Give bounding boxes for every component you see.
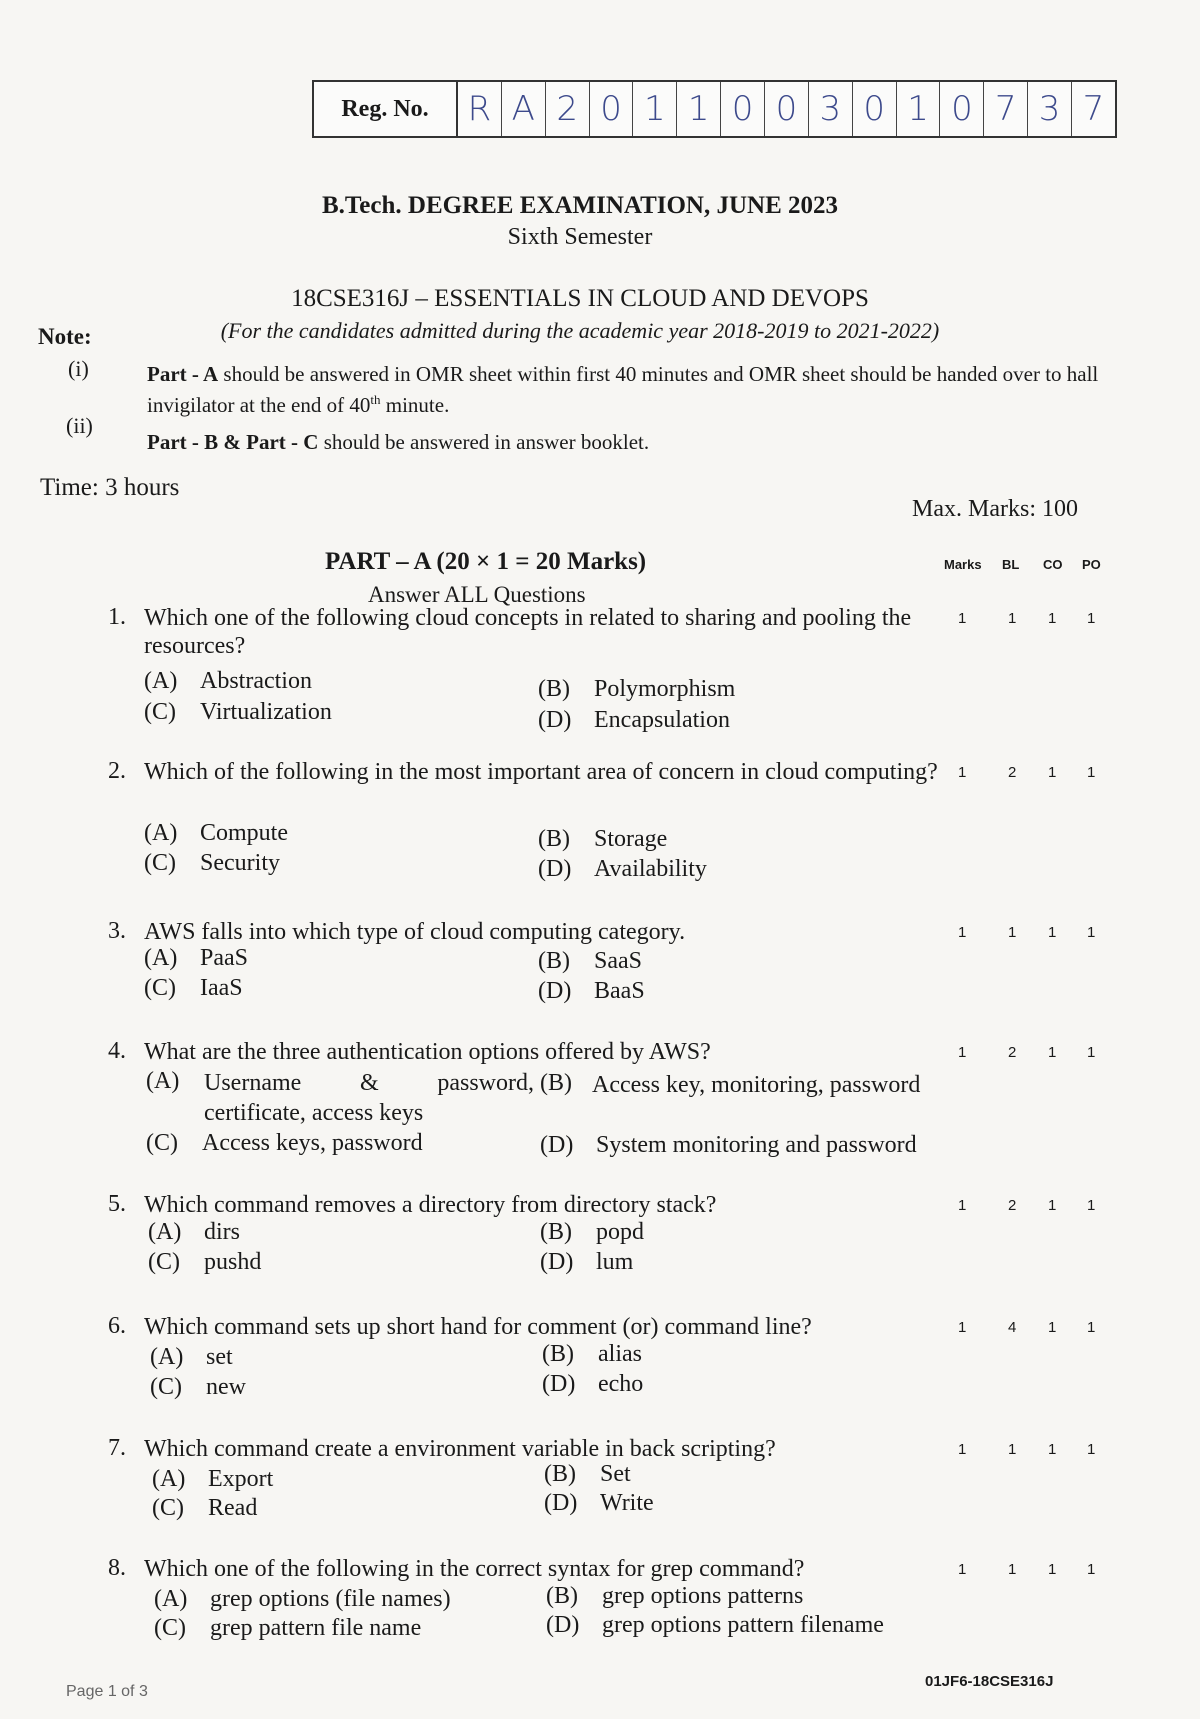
option-d: (D) Encapsulation <box>538 707 730 733</box>
option-a: (A) dirs <box>148 1219 240 1245</box>
reg-cell: 0 <box>590 82 634 136</box>
reg-cell: 3 <box>1028 82 1072 136</box>
question-text: Which one of the following in the correct syntax for grep command? <box>144 1556 805 1582</box>
note-text <box>147 430 1112 455</box>
semester: Sixth Semester <box>507 224 653 250</box>
option-b: (B) SaaS <box>538 948 642 974</box>
meta-co: 1 <box>1048 1561 1057 1578</box>
question-text: Which one of the following cloud concepts in related to sharing and pooling the resources? <box>144 605 912 659</box>
reg-cell: 1 <box>633 82 677 136</box>
meta-po: 1 <box>1087 1319 1096 1336</box>
meta-co: 1 <box>1048 764 1057 781</box>
meta-po: 1 <box>1087 1197 1096 1214</box>
time-label: Time: 3 hours <box>40 474 180 501</box>
paper-code: 01JF6-18CSE316J <box>925 1673 1054 1690</box>
exam-title: B.Tech. DEGREE EXAMINATION, JUNE 2023 <box>321 192 839 219</box>
option-c: (C) pushd <box>148 1249 262 1275</box>
meta-marks: 1 <box>958 610 967 627</box>
option-c: (C) grep pattern file name <box>154 1615 422 1641</box>
meta-co: 1 <box>1048 1441 1057 1458</box>
meta-co: 1 <box>1048 1197 1057 1214</box>
option-d: (D) echo <box>542 1371 644 1397</box>
page-number: Page 1 of 3 <box>66 1683 148 1700</box>
meta-bl: 1 <box>1008 1441 1017 1458</box>
meta-po: 1 <box>1087 924 1096 941</box>
meta-bl: 1 <box>1008 1561 1017 1578</box>
meta-bl: 1 <box>1008 924 1017 941</box>
option-a: (A) Compute <box>144 820 288 846</box>
meta-marks: 1 <box>958 1197 967 1214</box>
question-number: 8. <box>108 1555 126 1581</box>
note-text <box>147 362 1112 418</box>
meta-co: 1 <box>1048 1044 1057 1061</box>
reg-cell: R <box>458 82 502 136</box>
option-b: (B) popd <box>540 1219 644 1245</box>
option-d: (D) Write <box>544 1490 654 1516</box>
meta-co: 1 <box>1048 610 1057 627</box>
option-b: (B) Polymorphism <box>538 676 736 702</box>
reg-no-cells <box>458 82 1115 136</box>
option-d: (D) lum <box>540 1249 634 1275</box>
reg-cell: 0 <box>940 82 984 136</box>
question-text: Which command removes a directory from directory stack? <box>144 1192 717 1218</box>
option-b: Access key, monitoring, password <box>592 1072 921 1098</box>
admitted-note: (For the candidates admitted during the academic year 2018-2019 to 2021-2022) <box>220 318 940 343</box>
option-c: (C) new <box>150 1374 246 1400</box>
col-bl: BL <box>1002 557 1020 572</box>
option-b: (B) grep options patterns <box>546 1583 804 1609</box>
part-a-subtitle: Answer ALL Questions <box>368 582 586 607</box>
question-text: Which command create a environment variable in back scripting? <box>144 1436 776 1462</box>
option-a-label: (A) <box>146 1068 180 1094</box>
note-label: Note: <box>38 324 92 349</box>
option-a: (A) Export <box>152 1466 274 1492</box>
reg-cell: 7 <box>984 82 1028 136</box>
meta-po: 1 <box>1087 1044 1096 1061</box>
meta-bl: 2 <box>1008 1197 1017 1214</box>
col-po: PO <box>1082 557 1101 572</box>
reg-cell: 0 <box>721 82 765 136</box>
course-title: 18CSE316J – ESSENTIALS IN CLOUD AND DEVOPS <box>291 285 869 312</box>
option-b: (B) Storage <box>538 826 668 852</box>
meta-po: 1 <box>1087 764 1096 781</box>
reg-cell: A <box>502 82 546 136</box>
question-number: 7. <box>108 1435 126 1461</box>
meta-marks: 1 <box>958 1561 967 1578</box>
option-d: (D) grep options pattern filename <box>546 1612 884 1638</box>
reg-no-box <box>312 80 1117 138</box>
meta-co: 1 <box>1048 924 1057 941</box>
question-number: 3. <box>108 918 126 944</box>
question-text: What are the three authentication options offered by AWS? <box>144 1039 711 1065</box>
question-number: 4. <box>108 1038 126 1064</box>
meta-marks: 1 <box>958 924 967 941</box>
option-a: (A) Abstraction <box>144 668 312 694</box>
option-b: (B) Set <box>544 1461 631 1487</box>
meta-bl: 1 <box>1008 610 1017 627</box>
option-b-label: (B) <box>540 1070 572 1096</box>
note-num: (i) <box>68 356 89 381</box>
reg-cell: 1 <box>677 82 721 136</box>
meta-po: 1 <box>1087 1561 1096 1578</box>
question-text: AWS falls into which type of cloud computing category. <box>144 919 686 945</box>
option-a: (A) PaaS <box>144 945 248 971</box>
option-c: (C) Read <box>152 1495 258 1521</box>
option-c: (C) Security <box>144 850 280 876</box>
reg-cell: 3 <box>809 82 853 136</box>
note-bold: Part - A <box>147 362 219 386</box>
question-text: Which command sets up short hand for comment (or) command line? <box>144 1314 812 1340</box>
col-marks: Marks <box>944 557 982 572</box>
question-number: 1. <box>108 604 126 630</box>
reg-cell: 1 <box>897 82 941 136</box>
meta-marks: 1 <box>958 764 967 781</box>
option-c: (C) Access keys, password <box>146 1130 423 1156</box>
meta-po: 1 <box>1087 610 1096 627</box>
part-a-title: PART – A (20 × 1 = 20 Marks) <box>325 548 647 575</box>
option-c: (C) IaaS <box>144 975 243 1001</box>
option-d: (D) System monitoring and password <box>540 1132 917 1158</box>
note-body: should be answered in answer booklet. <box>318 430 650 454</box>
note-num: (ii) <box>66 413 93 438</box>
reg-no-label: Reg. No. <box>314 82 458 136</box>
note-body: should be answered in OMR sheet within first 40 minutes and OMR sheet should be handed over to hall invigilator at the end of 40th minute. <box>147 362 1099 417</box>
option-d: (D) BaaS <box>538 978 645 1004</box>
option-d: (D) Availability <box>538 856 707 882</box>
meta-co: 1 <box>1048 1319 1057 1336</box>
question-text: Which of the following in the most important area of concern in cloud computing? <box>144 759 938 785</box>
question-number: 5. <box>108 1191 126 1217</box>
meta-bl: 2 <box>1008 1044 1017 1061</box>
question-number: 2. <box>108 758 126 784</box>
max-marks-label: Max. Marks: 100 <box>912 496 1078 522</box>
meta-bl: 2 <box>1008 764 1017 781</box>
meta-marks: 1 <box>958 1044 967 1061</box>
reg-cell: 2 <box>546 82 590 136</box>
meta-bl: 4 <box>1008 1319 1017 1336</box>
option-b: (B) alias <box>542 1341 642 1367</box>
note-bold: Part - B & Part - C <box>147 430 319 454</box>
option-a: (A) set <box>150 1344 233 1370</box>
option-a: Username & password, certificate, access keys <box>204 1070 534 1126</box>
reg-cell: 0 <box>853 82 897 136</box>
meta-po: 1 <box>1087 1441 1096 1458</box>
reg-cell: 0 <box>765 82 809 136</box>
option-a: (A) grep options (file names) <box>154 1586 451 1612</box>
meta-marks: 1 <box>958 1319 967 1336</box>
col-co: CO <box>1043 557 1063 572</box>
question-number: 6. <box>108 1313 126 1339</box>
reg-cell: 7 <box>1082 89 1105 129</box>
option-c: (C) Virtualization <box>144 699 332 725</box>
meta-marks: 1 <box>958 1441 967 1458</box>
